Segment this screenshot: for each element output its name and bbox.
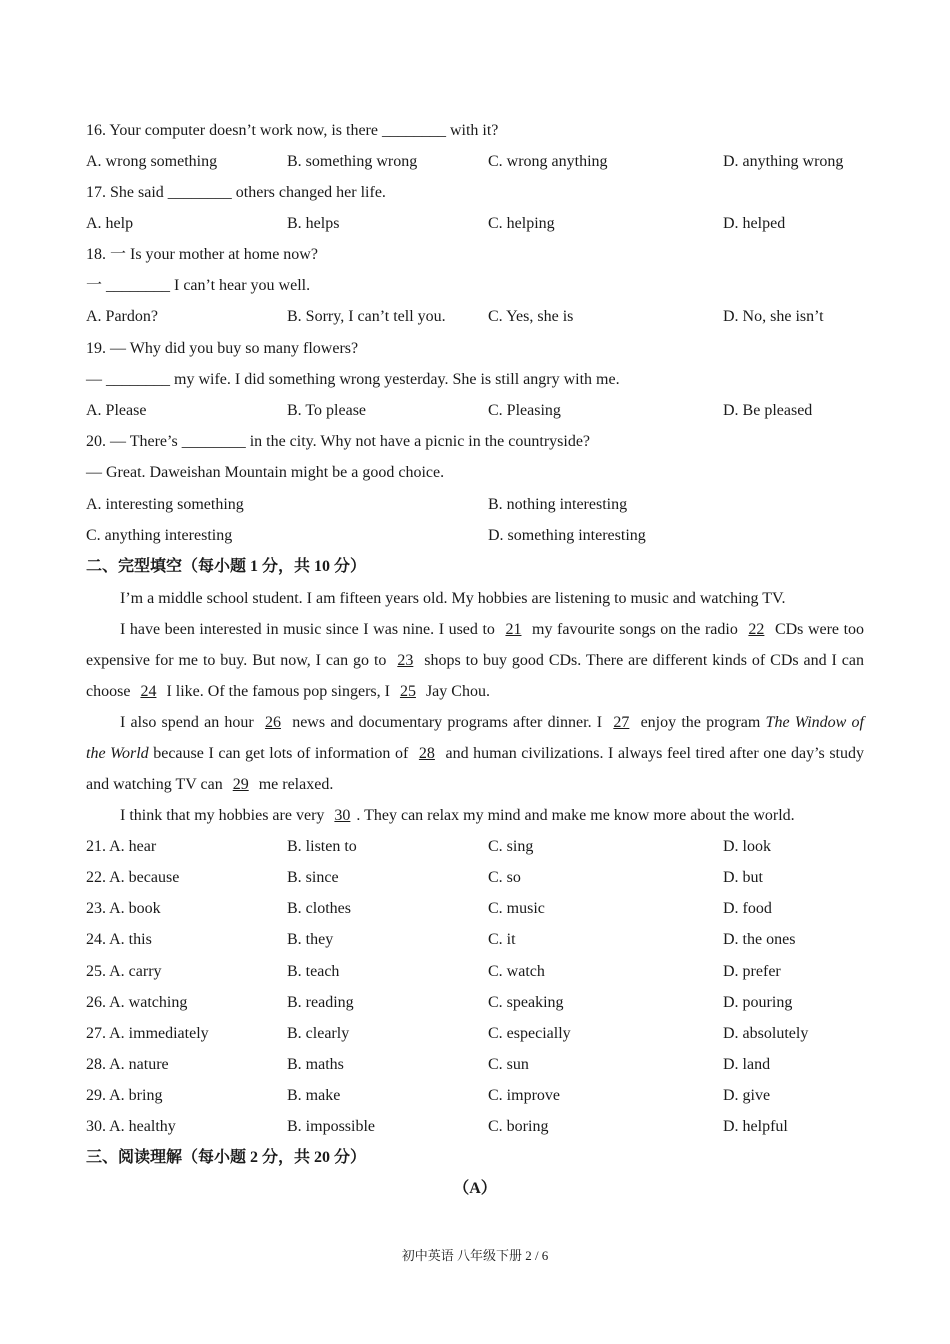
- program-title: The Window of the World: [86, 714, 865, 762]
- q30-option-d: D. helpful: [723, 1118, 788, 1135]
- q26-option-b: B. reading: [287, 994, 354, 1011]
- q28-option-c: C. sun: [488, 1056, 529, 1073]
- q18-option-b: B. Sorry, I can’t tell you.: [287, 308, 446, 325]
- q27-option-d: D. absolutely: [723, 1025, 809, 1042]
- q17-option-a: A. help: [86, 215, 134, 232]
- q29-option-a: 29. A. bring: [86, 1087, 163, 1104]
- q27-option-a: 27. A. immediately: [86, 1025, 209, 1042]
- q21-option-c: C. sing: [488, 838, 534, 855]
- q17-option-d: D. helped: [723, 215, 786, 232]
- q21-option-d: D. look: [723, 838, 771, 855]
- q19-option-d: D. Be pleased: [723, 402, 813, 419]
- question-20-stem: 20. — There’s ________ in the city. Why not have a picnic in the countryside?: [86, 433, 591, 450]
- q30-option-b: B. impossible: [287, 1118, 376, 1135]
- q27-option-b: B. clearly: [287, 1025, 350, 1042]
- passage-paragraph-1: I’m a middle school student. I am fifteen years old. My hobbies are listening to music and watching TV.: [120, 590, 786, 607]
- page-footer: 初中英语 八年级下册 2 / 6: [401, 1248, 549, 1263]
- q19-option-c: C. Pleasing: [488, 402, 561, 419]
- question-17-stem: 17. She said ________ others changed her life.: [86, 184, 386, 201]
- q19-option-b: B. To please: [287, 402, 367, 419]
- question-19-reply: — ________ my wife. I did something wrong yesterday. She is still angry with me.: [86, 371, 620, 388]
- passage-paragraph-4: I think that my hobbies are very 30 . They can relax my mind and make me know more about the world.: [120, 807, 795, 824]
- q21-option-b: B. listen to: [287, 838, 357, 855]
- q23-option-a: 23. A. book: [86, 900, 161, 917]
- q16-option-d: D. anything wrong: [723, 153, 844, 170]
- passage-paragraph-3: I also spend an hour 26 news and documentary programs after dinner. I 27 enjoy the program The Window of the World because I can get lots of information of 28 and human civilizations. I always feel tired after one day’s study and watching TV can 29 me relaxed.: [86, 714, 865, 793]
- q25-option-c: C. watch: [488, 963, 545, 980]
- question-19-stem: 19. — Why did you buy so many flowers?: [86, 340, 359, 357]
- q26-option-c: C. speaking: [488, 994, 564, 1011]
- q26-option-d: D. pouring: [723, 994, 793, 1011]
- q28-option-d: D. land: [723, 1056, 771, 1073]
- q27-option-c: C. especially: [488, 1025, 571, 1042]
- q16-option-c: C. wrong anything: [488, 153, 608, 170]
- section-3-title: 三、阅读理解（每小题 2 分，共 20 分）: [86, 1149, 367, 1166]
- q24-option-d: D. the ones: [723, 931, 796, 948]
- q18-option-c: C. Yes, she is: [488, 308, 574, 325]
- cloze-passage: [86, 583, 864, 831]
- q30-option-a: 30. A. healthy: [86, 1118, 176, 1135]
- q23-option-b: B. clothes: [287, 900, 351, 917]
- q29-option-d: D. give: [723, 1087, 771, 1104]
- blank-23: 23: [397, 652, 414, 669]
- blank-29: 29: [232, 776, 249, 793]
- section-2-title: 二、完型填空（每小题 1 分，共 10 分）: [86, 558, 367, 575]
- q16-option-a: A. wrong something: [86, 153, 218, 170]
- q28-option-a: 28. A. nature: [86, 1056, 169, 1073]
- q23-option-c: C. music: [488, 900, 545, 917]
- q18-option-d: D. No, she isn’t: [723, 308, 824, 325]
- blank-26: 26: [264, 714, 281, 731]
- question-18-stem: 18. 一 Is your mother at home now?: [86, 246, 318, 263]
- blank-24: 24: [140, 683, 157, 700]
- q26-option-a: 26. A. watching: [86, 994, 188, 1011]
- q30-option-c: C. boring: [488, 1118, 549, 1135]
- q22-option-a: 22. A. because: [86, 869, 180, 886]
- blank-30: 30: [334, 807, 351, 824]
- q25-option-d: D. prefer: [723, 963, 781, 980]
- blank-28: 28: [418, 745, 435, 762]
- blank-21: 21: [505, 621, 522, 638]
- q23-option-d: D. food: [723, 900, 772, 917]
- q19-option-a: A. Please: [86, 402, 147, 419]
- q24-option-a: 24. A. this: [86, 931, 152, 948]
- q29-option-b: B. make: [287, 1087, 341, 1104]
- q20-option-b: B. nothing interesting: [488, 496, 628, 513]
- question-18-reply: 一 ________ I can’t hear you well.: [86, 277, 311, 294]
- blank-22: 22: [748, 621, 765, 638]
- q18-option-a: A. Pardon?: [86, 308, 158, 325]
- q17-option-c: C. helping: [488, 215, 555, 232]
- blank-27: 27: [613, 714, 630, 731]
- q17-option-b: B. helps: [287, 215, 340, 232]
- q22-option-c: C. so: [488, 869, 521, 886]
- q22-option-b: B. since: [287, 869, 339, 886]
- q16-option-b: B. something wrong: [287, 153, 418, 170]
- question-20-reply: — Great. Daweishan Mountain might be a good choice.: [86, 464, 445, 481]
- question-16-stem: 16. Your computer doesn’t work now, is there ________ with it?: [86, 122, 499, 139]
- q25-option-b: B. teach: [287, 963, 340, 980]
- q25-option-a: 25. A. carry: [86, 963, 162, 980]
- passage-paragraph-2: I have been interested in music since I was nine. I used to 21 my favourite songs on the radio 22 CDs were too expensive for me to buy. But now, I can go to 23 shops to buy good CDs. There are different kinds of CDs and I can choose 24 I like. Of the famous pop singers, I 25 Jay Chou.: [86, 621, 865, 700]
- q20-option-d: D. something interesting: [488, 527, 646, 544]
- q24-option-c: C. it: [488, 931, 516, 948]
- q28-option-b: B. maths: [287, 1056, 344, 1073]
- blank-25: 25: [399, 683, 416, 700]
- q20-option-a: A. interesting something: [86, 496, 244, 513]
- q21-option-a: 21. A. hear: [86, 838, 157, 855]
- subsection-a-heading: （A）: [453, 1180, 497, 1197]
- q22-option-d: D. but: [723, 869, 763, 886]
- q29-option-c: C. improve: [488, 1087, 560, 1104]
- q20-option-c: C. anything interesting: [86, 527, 233, 544]
- q24-option-b: B. they: [287, 931, 334, 948]
